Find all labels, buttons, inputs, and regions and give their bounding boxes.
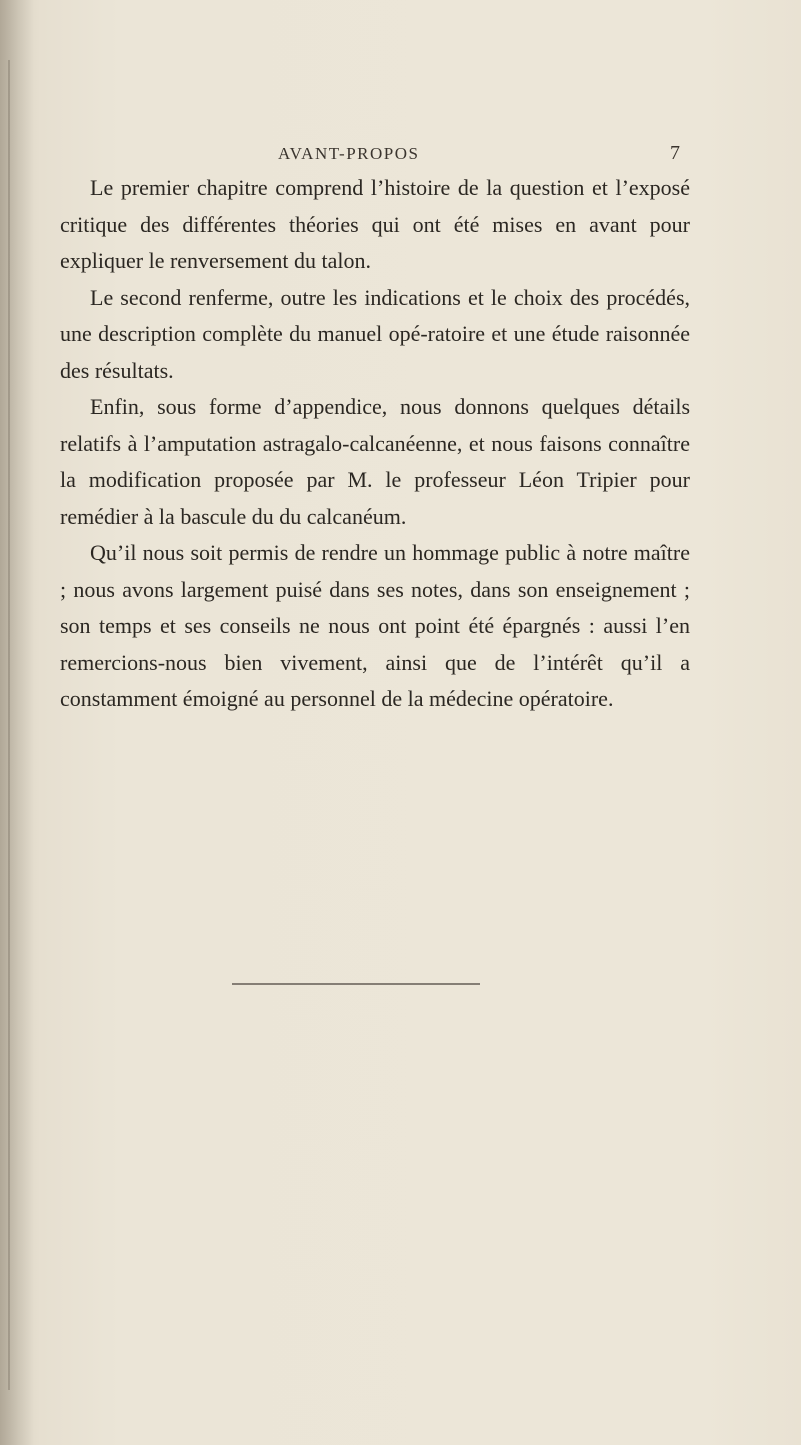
body-text [60, 170, 690, 718]
paragraph-4: Qu’il nous soit permis de rendre un hommage public à notre maître ; nous avons largement puisé dans ses notes, dans son enseignement ; son temps et ses conseils ne nous ont point été épargnés : aussi l’en remercions-nous bien vivement, ainsi que de l’intérêt qu’il a constamment émoigné au personnel de la médecine opératoire. [60, 540, 690, 711]
running-head: AVANT-PROPOS [278, 144, 420, 163]
paragraph-2: Le second renferme, outre les indications et le choix des procédés, une description complète du manuel opé-ratoire et une étude raisonnée des résultats. [60, 284, 690, 383]
page-number: 7 [670, 142, 680, 164]
end-rule [232, 983, 480, 985]
paragraph-3: Enfin, sous forme d’appendice, nous donnons quelques détails relatifs à l’amputation astragalo-calcanéenne, et nous faisons connaître la modification proposée par M. le professeur Léon Tripier pour remédier à la bascule du du calcanéum. [60, 394, 690, 529]
page-gutter-edge [8, 60, 10, 1390]
paragraph-1: Le premier chapitre comprend l’histoire de la question et l’exposé critique des différentes théories qui ont été mises en avant pour expliquer le renversement du talon. [60, 175, 690, 273]
page-gutter-shadow [0, 0, 34, 1445]
